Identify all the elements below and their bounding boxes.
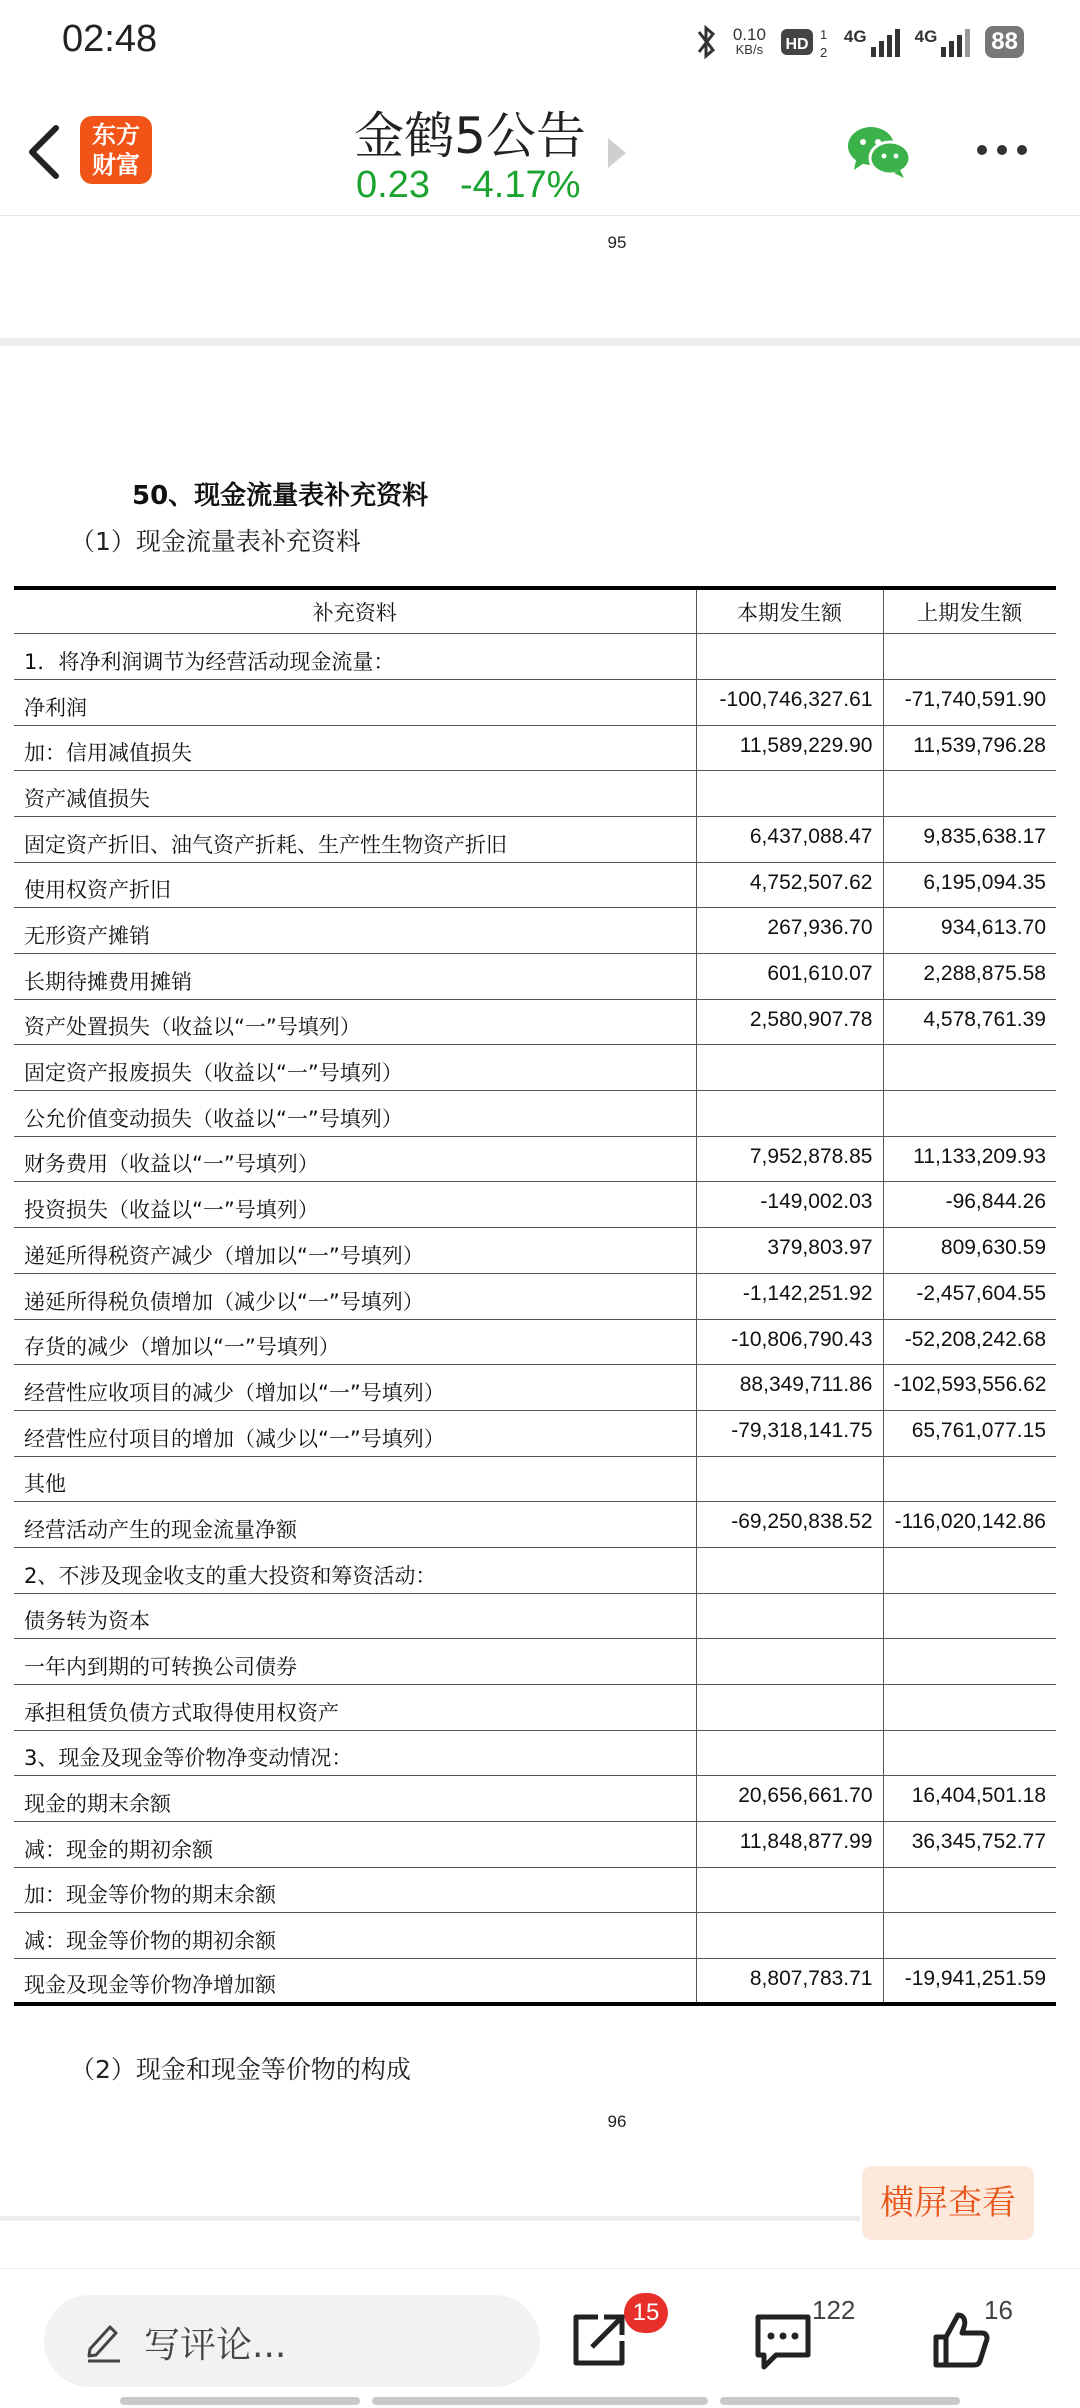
row-label: 递延所得税负债增加（减少以“一”号填列）: [14, 1273, 696, 1319]
table-row: [14, 1045, 1056, 1091]
current-period-value: -100,746,327.61: [696, 679, 883, 725]
signal-bars-icon: [871, 27, 901, 57]
signal-1: [844, 27, 901, 57]
page-divider: [0, 338, 1080, 346]
row-label: 无形资产摊销: [14, 908, 696, 954]
table-row: [14, 1913, 1056, 1959]
app-header: [0, 86, 1080, 216]
row-label: 一年内到期的可转换公司债券: [14, 1639, 696, 1685]
prior-period-value: [883, 771, 1056, 817]
gesture-bar-segment: [720, 2397, 960, 2405]
table-row: [14, 1273, 1056, 1319]
signal-2-label: 4G: [914, 27, 938, 46]
current-period-value: 88,349,711.86: [696, 1365, 883, 1411]
prior-period-value: [883, 1639, 1056, 1685]
net-speed-value: 0.10: [732, 25, 766, 44]
current-period-value: 379,803.97: [696, 1228, 883, 1274]
row-label: 减：现金的期初余额: [14, 1822, 696, 1868]
table-row: [14, 634, 1056, 680]
row-label: 债务转为资本: [14, 1593, 696, 1639]
prior-period-value: -102,593,556.62: [883, 1365, 1056, 1411]
current-period-value: 7,952,878.85: [696, 1136, 883, 1182]
prior-period-value: 36,345,752.77: [883, 1822, 1056, 1868]
comment-placeholder: 写评论...: [144, 2325, 287, 2366]
current-period-value: [696, 1730, 883, 1776]
prior-period-value: 11,133,209.93: [883, 1136, 1056, 1182]
table-row: [14, 1959, 1056, 2005]
prior-period-value: [883, 1091, 1056, 1137]
table-row: [14, 1091, 1056, 1137]
status-icons: [693, 22, 1024, 62]
table-row: [14, 1776, 1056, 1822]
table-row: [14, 725, 1056, 771]
prior-period-value: 11,539,796.28: [883, 725, 1056, 771]
pen-icon: [84, 2319, 124, 2363]
current-period-value: -149,002.03: [696, 1182, 883, 1228]
table-row: [14, 862, 1056, 908]
row-label: 资产减值损失: [14, 771, 696, 817]
prior-period-value: 9,835,638.17: [883, 816, 1056, 862]
prior-period-value: [883, 1547, 1056, 1593]
column-header: 本期发生额: [696, 588, 883, 634]
prior-period-value: 16,404,501.18: [883, 1776, 1056, 1822]
table-row: [14, 816, 1056, 862]
table-row: [14, 1319, 1056, 1365]
logo-line-1: 东方: [92, 121, 140, 149]
table-row: [14, 999, 1056, 1045]
current-period-value: [696, 634, 883, 680]
logo-line-2: 财富: [92, 151, 140, 179]
gesture-bar-segment: [120, 2397, 360, 2405]
current-period-value: 267,936.70: [696, 908, 883, 954]
landscape-view-button[interactable]: 横屏查看: [862, 2166, 1034, 2240]
current-period-value: [696, 1045, 883, 1091]
prior-period-value: [883, 1867, 1056, 1913]
prior-period-value: -96,844.26: [883, 1182, 1056, 1228]
table-row: [14, 679, 1056, 725]
row-label: 经营性应付项目的增加（减少以“一”号填列）: [14, 1410, 696, 1456]
prior-period-value: -19,941,251.59: [883, 1959, 1056, 2005]
current-period-value: [696, 1639, 883, 1685]
prior-period-value: [883, 634, 1056, 680]
comment-input[interactable]: [44, 2295, 540, 2387]
table-row: [14, 1228, 1056, 1274]
page-title: 金鹤5公告: [354, 107, 586, 165]
prior-period-value: 809,630.59: [883, 1228, 1056, 1274]
wechat-icon[interactable]: [846, 122, 912, 180]
prior-period-value: 6,195,094.35: [883, 862, 1056, 908]
current-period-value: [696, 1456, 883, 1502]
back-arrow-icon[interactable]: [22, 120, 66, 184]
row-label: 投资损失（收益以“一”号填列）: [14, 1182, 696, 1228]
row-label: 固定资产报废损失（收益以“一”号填列）: [14, 1045, 696, 1091]
sub-section-title-2: （2）现金和现金等价物的构成: [70, 2055, 411, 2084]
prior-period-value: 934,613.70: [883, 908, 1056, 954]
current-period-value: 4,752,507.62: [696, 862, 883, 908]
table-row: [14, 1136, 1056, 1182]
row-label: 现金及现金等价物净增加额: [14, 1959, 696, 2005]
stock-price: 0.23: [356, 164, 430, 206]
row-label: 存货的减少（增加以“一”号填列）: [14, 1319, 696, 1365]
hd-volte-icon: [780, 23, 830, 61]
table-row: [14, 1365, 1056, 1411]
row-label: 承担租赁负债方式取得使用权资产: [14, 1685, 696, 1731]
row-label: 2、不涉及现金收支的重大投资和筹资活动：: [14, 1547, 696, 1593]
table-row: [14, 771, 1056, 817]
current-period-value: [696, 1685, 883, 1731]
table-row: [14, 1547, 1056, 1593]
table-row: [14, 1410, 1056, 1456]
prior-period-value: -2,457,604.55: [883, 1273, 1056, 1319]
table-row: [14, 1730, 1056, 1776]
page-number: 96: [607, 2112, 627, 2131]
prior-period-value: 65,761,077.15: [883, 1410, 1056, 1456]
thumbs-up-icon[interactable]: [930, 2309, 992, 2371]
current-period-value: [696, 1091, 883, 1137]
prior-period-value: 4,578,761.39: [883, 999, 1056, 1045]
signal-2: [915, 27, 972, 57]
table-row: [14, 908, 1056, 954]
page-number: 95: [607, 233, 627, 252]
row-label: 加：现金等价物的期末余额: [14, 1867, 696, 1913]
section-title: 50、现金流量表补充资料: [132, 481, 429, 511]
more-dots-icon[interactable]: [974, 142, 1030, 158]
table-row: [14, 1685, 1056, 1731]
stock-quote: [356, 164, 580, 207]
comment-count: 122: [812, 2295, 856, 2325]
prior-period-value: [883, 1730, 1056, 1776]
current-period-value: 601,610.07: [696, 954, 883, 1000]
current-period-value: -10,806,790.43: [696, 1319, 883, 1365]
bluetooth-icon: [693, 22, 719, 62]
row-label: 长期待摊费用摊销: [14, 954, 696, 1000]
prior-period-value: [883, 1456, 1056, 1502]
svg-text:1: 1: [819, 27, 828, 42]
row-label: 公允价值变动损失（收益以“一”号填列）: [14, 1091, 696, 1137]
current-period-value: 11,589,229.90: [696, 725, 883, 771]
current-period-value: -1,142,251.92: [696, 1273, 883, 1319]
prior-period-value: -116,020,142.86: [883, 1502, 1056, 1548]
cash-flow-supplement-table: [14, 586, 1056, 2006]
page-divider: [0, 2216, 860, 2221]
net-speed-unit: KB/s: [735, 42, 764, 57]
prior-period-value: -52,208,242.68: [883, 1319, 1056, 1365]
current-period-value: 8,807,783.71: [696, 1959, 883, 2005]
current-period-value: 2,580,907.78: [696, 999, 883, 1045]
row-label: 现金的期末余额: [14, 1776, 696, 1822]
battery-level: 88: [985, 26, 1024, 58]
table-row: [14, 1867, 1056, 1913]
current-period-value: -79,318,141.75: [696, 1410, 883, 1456]
table-row: [14, 954, 1056, 1000]
status-bar: [0, 0, 1080, 86]
net-speed: [733, 27, 766, 57]
row-label: 财务费用（收益以“一”号填列）: [14, 1136, 696, 1182]
current-period-value: 20,656,661.70: [696, 1776, 883, 1822]
svg-text:HD: HD: [785, 36, 809, 53]
current-period-value: [696, 771, 883, 817]
prior-period-value: [883, 1045, 1056, 1091]
row-label: 加：信用减值损失: [14, 725, 696, 771]
current-period-value: [696, 1913, 883, 1959]
row-label: 1．将净利润调节为经营活动现金流量：: [14, 634, 696, 680]
table-row: [14, 1593, 1056, 1639]
current-period-value: [696, 1593, 883, 1639]
signal-bars-icon: [941, 27, 971, 57]
prior-period-value: -71,740,591.90: [883, 679, 1056, 725]
row-label: 使用权资产折旧: [14, 862, 696, 908]
status-time: 02:48: [62, 18, 158, 60]
gesture-bar-segment: [372, 2397, 708, 2405]
column-header: 补充资料: [14, 588, 696, 634]
current-period-value: 11,848,877.99: [696, 1822, 883, 1868]
column-header: 上期发生额: [883, 588, 1056, 634]
prior-period-value: [883, 1913, 1056, 1959]
prior-period-value: [883, 1593, 1056, 1639]
table-row: [14, 1502, 1056, 1548]
row-label: 经营性应收项目的减少（增加以“一”号填列）: [14, 1365, 696, 1411]
table-header-row: [14, 588, 1056, 634]
share-badge: 15: [624, 2293, 668, 2333]
svg-text:2: 2: [819, 45, 828, 60]
prior-period-value: 2,288,875.58: [883, 954, 1056, 1000]
row-label: 其他: [14, 1456, 696, 1502]
share-icon[interactable]: [568, 2309, 630, 2369]
current-period-value: -69,250,838.52: [696, 1502, 883, 1548]
table-row: [14, 1182, 1056, 1228]
current-period-value: [696, 1547, 883, 1593]
row-label: 资产处置损失（收益以“一”号填列）: [14, 999, 696, 1045]
table-row: [14, 1456, 1056, 1502]
current-period-value: 6,437,088.47: [696, 816, 883, 862]
bottom-action-bar: [0, 2268, 1080, 2408]
current-period-value: [696, 1867, 883, 1913]
signal-1-label: 4G: [843, 27, 867, 46]
row-label: 净利润: [14, 679, 696, 725]
row-label: 递延所得税资产减少（增加以“一”号填列）: [14, 1228, 696, 1274]
prior-period-value: [883, 1685, 1056, 1731]
row-label: 3、现金及现金等价物净变动情况：: [14, 1730, 696, 1776]
eastmoney-logo: [80, 116, 152, 184]
play-triangle-icon[interactable]: [606, 136, 628, 170]
row-label: 固定资产折旧、油气资产折耗、生产性生物资产折旧: [14, 816, 696, 862]
sub-section-title: （1）现金流量表补充资料: [70, 527, 361, 556]
stock-change: -4.17%: [459, 164, 581, 206]
row-label: 经营活动产生的现金流量净额: [14, 1502, 696, 1548]
row-label: 减：现金等价物的期初余额: [14, 1913, 696, 1959]
table-row: [14, 1822, 1056, 1868]
comment-icon[interactable]: [752, 2311, 814, 2371]
like-count: 16: [984, 2295, 1013, 2325]
table-row: [14, 1639, 1056, 1685]
